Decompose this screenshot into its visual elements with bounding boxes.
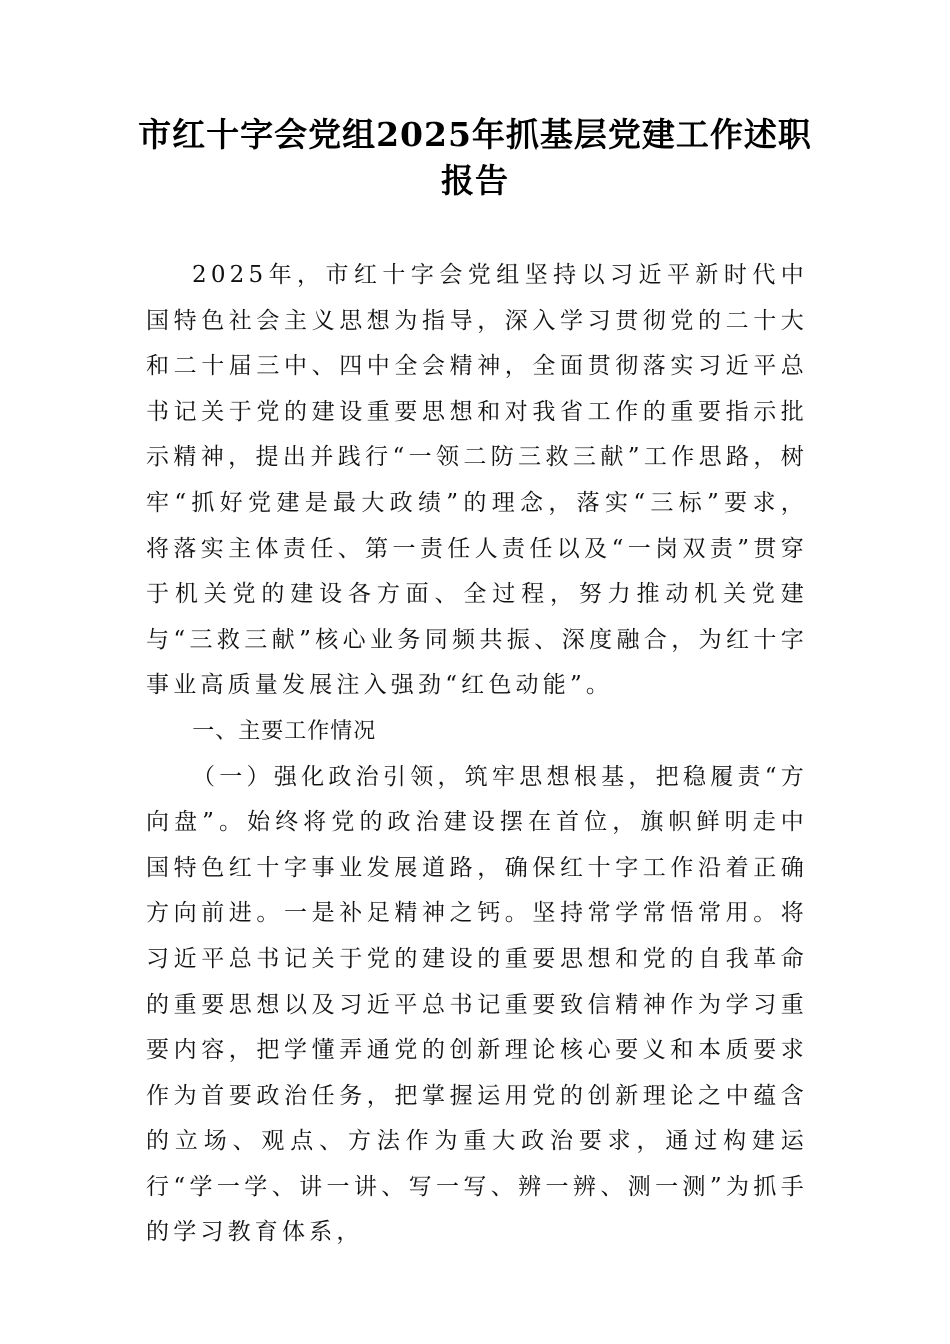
section-paragraph: （一）强化政治引领，筑牢思想根基，把稳履责“方向盘”。始终将党的政治建设摆在首位，旗帜鲜明走中国特色红十字事业发展道路，确保红十字工作沿着正确方向前进。一是补足精神之钙。坚持常学常悟常用。将习近平总书记关于党的建设的重要思想和党的自我革命的重要思想以及习近平总书记重要致信精神作为学习重要内容，把学懂弄通党的创新理论核心要义和本质要求作为首要政治任务，把掌握运用党的创新理论之中蕴含的立场、观点、方法作为重大政治要求，通过构建运行“学一学、讲一讲、写一写、辨一辨、测一测”为抓手的学习教育体系， (146, 763, 808, 1246)
document-title: 市红十字会党组2025年抓基层党建工作述职报告 (138, 115, 812, 200)
intro-paragraph: 2025年，市红十字会党组坚持以习近平新时代中国特色社会主义思想为指导，深入学习贯彻党的二十大和二十届三中、四中全会精神，全面贯彻落实习近平总书记关于党的建设重要思想和对我省工作的重要指示批示精神，提出并践行“一领二防三救三献”工作思路，树牢“抓好党建是最大政绩”的理念，落实“三标”要求，将落实主体责任、第一责任人责任以及“一岗双责”贯穿于机关党的建设各方面、全过程，努力推动机关党建与“三救三献”核心业务同频共振、深度融合，为红十字事业高质量发展注入强劲“红色动能”。 (146, 262, 808, 699)
section-heading: 一、主要工作情况 (192, 718, 377, 744)
document-body (146, 253, 808, 1256)
